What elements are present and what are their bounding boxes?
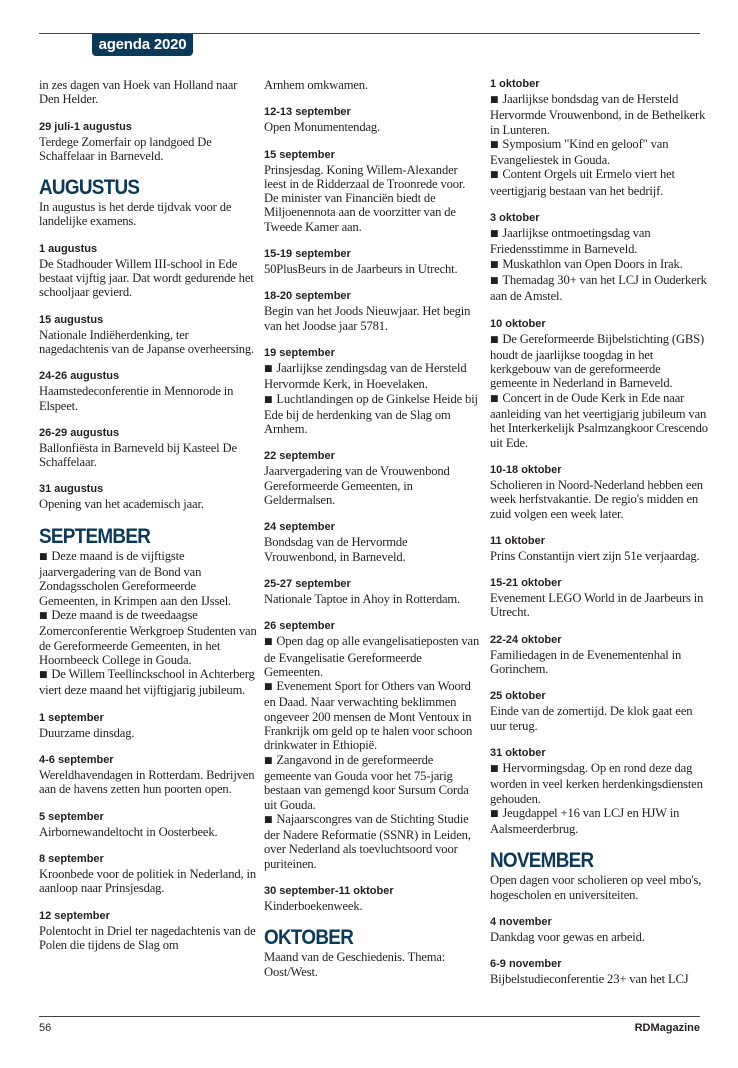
entry-text: Jeugdappel +16 van LCJ en HJW in Aalsmeerderbrug.	[490, 805, 680, 837]
entry-paragraph	[490, 226, 708, 257]
entry-date: 10-18 oktober	[490, 463, 562, 476]
square-bullet-icon: ■	[490, 763, 499, 774]
entry-date: 25 oktober	[490, 690, 546, 703]
square-bullet-icon: ■	[490, 275, 499, 286]
entry-paragraph	[490, 873, 708, 902]
agenda-entry	[264, 78, 482, 92]
entry-paragraph	[264, 262, 482, 276]
entry-date: 22-24 oktober	[490, 633, 562, 646]
agenda-entry	[264, 950, 482, 979]
agenda-entry	[490, 577, 708, 620]
square-bullet-icon: ■	[490, 170, 499, 181]
entry-text: De Willem Teellinckschool in Achterberg viert deze maand het vijftigjarig jubileum.	[39, 667, 255, 698]
entry-paragraph	[39, 441, 257, 470]
agenda-entry	[39, 811, 257, 839]
entry-paragraph	[39, 924, 257, 953]
entry-text: Polentocht in Driel ter nagedachtenis van de Polen die tijdens de Slag om	[39, 923, 256, 952]
agenda-entry	[264, 450, 482, 507]
entry-text: Symposium "Kind en geloof" van Evangeliestek in Gouda.	[490, 136, 669, 168]
entry-paragraph	[39, 549, 257, 608]
square-bullet-icon: ■	[39, 670, 48, 681]
entry-text: De Stadhouder Willem III-school in Ede bestaat vijftig jaar. Dat wordt gedurende het schooljaar gevierd.	[39, 256, 254, 300]
square-bullet-icon: ■	[490, 808, 499, 819]
column-2	[264, 78, 482, 993]
agenda-entry	[490, 916, 708, 944]
entry-date: 12 september	[39, 909, 110, 922]
entry-date: 31 oktober	[490, 746, 546, 759]
entry-text: Hervormingsdag. Op en rond deze dag worden in veel kerken herdenkingsdiensten gehouden.	[490, 760, 703, 806]
agenda-entry	[39, 483, 257, 511]
entry-text: Airbornewandeltocht in Oosterbeek.	[39, 824, 218, 839]
agenda-entry	[264, 347, 482, 436]
entry-paragraph	[39, 497, 257, 511]
square-bullet-icon: ■	[264, 363, 273, 374]
square-bullet-icon: ■	[39, 610, 48, 621]
entry-paragraph	[264, 304, 482, 333]
entry-date: 12-13 september	[264, 106, 351, 119]
entry-date: 15 september	[264, 148, 335, 161]
entry-paragraph	[490, 137, 708, 168]
agenda-entry	[39, 200, 257, 229]
entry-paragraph	[490, 806, 708, 837]
entry-paragraph	[39, 768, 257, 797]
entry-date: 3 oktober	[490, 212, 540, 225]
agenda-entry	[490, 634, 708, 677]
entry-paragraph	[490, 92, 708, 137]
agenda-entry	[264, 578, 482, 606]
agenda-entry	[39, 370, 257, 413]
agenda-entry	[490, 212, 708, 303]
entry-paragraph	[490, 972, 708, 986]
page-number: 56	[39, 1022, 52, 1034]
entry-paragraph	[490, 332, 708, 391]
entry-date: 1 oktober	[490, 78, 540, 90]
agenda-entry	[39, 910, 257, 953]
entry-date: 1 augustus	[39, 242, 98, 255]
agenda-entry	[39, 712, 257, 740]
agenda-entry	[39, 121, 257, 164]
entry-paragraph	[490, 704, 708, 733]
entry-text: Themadag 30+ van het LCJ in Ouderkerk aan de Amstel.	[490, 272, 707, 304]
entry-text: 50PlusBeurs in de Jaarbeurs in Utrecht.	[264, 262, 458, 277]
entry-date: 15-19 september	[264, 248, 351, 261]
entry-text: Zangavond in de gereformeerde gemeente van Gouda voor het 75-jarig bestaan van gemengd koor Sursum Corda uit Gouda.	[264, 752, 469, 812]
entry-text: Jaarlijkse ontmoetingsdag van Friedensstimme in Barneveld.	[490, 226, 651, 257]
square-bullet-icon: ■	[490, 259, 499, 270]
column-3	[490, 78, 708, 1001]
agenda-entry	[490, 78, 708, 198]
entry-paragraph	[39, 726, 257, 740]
entry-paragraph	[39, 78, 257, 107]
entry-paragraph	[490, 930, 708, 944]
agenda-entry	[39, 549, 257, 698]
entry-date: 15-21 oktober	[490, 577, 562, 590]
column-1	[39, 78, 257, 966]
agenda-entry	[490, 318, 708, 450]
entry-text: Kroonbede voor de politiek in Nederland, in aanloop naar Prinsjesdag.	[39, 866, 257, 896]
entry-text: Prins Constantijn viert zijn 51e verjaardag.	[490, 548, 700, 563]
entry-date: 8 september	[39, 852, 104, 865]
entry-text: Ballonfiësta in Barneveld bij Kasteel De Schaffelaar.	[39, 440, 237, 470]
entry-date: 26 september	[264, 620, 335, 633]
entry-paragraph	[490, 591, 708, 620]
entry-date: 18-20 september	[264, 290, 351, 303]
entry-text: Arnhem omkwamen.	[264, 78, 368, 92]
entry-date: 24-26 augustus	[39, 370, 120, 383]
entry-text: Opening van het academisch jaar.	[39, 497, 204, 512]
agenda-entry	[264, 290, 482, 333]
agenda-entry	[264, 248, 482, 276]
entry-date: 6-9 november	[490, 958, 562, 971]
agenda-entry	[39, 754, 257, 797]
entry-text: Begin van het Joods Nieuwjaar. Het begin van het Joodse jaar 5781.	[264, 304, 471, 333]
square-bullet-icon: ■	[490, 393, 499, 404]
agenda-entry	[490, 690, 708, 733]
entry-text: Wereldhavendagen in Rotterdam. Bedrijven aan de havens zetten hun poorten open.	[39, 768, 255, 797]
agenda-entry	[490, 464, 708, 521]
entry-text: Prinsjesdag. Koning Willem-Alexander leest in de Ridderzaal de Troonrede voor. De minister van Financiën biedt de Miljoenennota aan de voorzitter van de Tweede Kamer aan.	[264, 162, 466, 234]
entry-paragraph	[264, 753, 482, 812]
entry-date: 19 september	[264, 346, 335, 359]
entry-paragraph	[490, 648, 708, 677]
entry-text: Najaarscongres van de Stichting Studie der Nadere Reformatie (SSNR) in Leiden, over Nederland als toevluchtsoord voor puriteinen.	[264, 811, 471, 871]
square-bullet-icon: ■	[490, 139, 499, 150]
entry-paragraph	[39, 867, 257, 896]
agenda-entry	[39, 853, 257, 896]
entry-text: Content Orgels uit Ermelo viert het veertigjarig bestaan van het bedrijf.	[490, 167, 675, 198]
entry-date: 30 september-11 oktober	[264, 884, 394, 897]
entry-date: 26-29 augustus	[39, 426, 120, 439]
entry-date: 24 september	[264, 521, 335, 534]
agenda-entry	[264, 149, 482, 234]
entry-date: 29 juli-1 augustus	[39, 120, 132, 133]
entry-paragraph	[264, 634, 482, 679]
square-bullet-icon: ■	[264, 637, 273, 648]
square-bullet-icon: ■	[264, 755, 273, 766]
entry-paragraph	[264, 899, 482, 913]
entry-paragraph	[264, 535, 482, 564]
agenda-entry	[39, 78, 257, 107]
entry-date: 1 september	[39, 711, 104, 724]
agenda-entry	[490, 535, 708, 563]
entry-text: Jaarlijkse zendingsdag van de Hersteld Hervormde Kerk, in Hoevelaken.	[264, 360, 467, 392]
entry-paragraph	[39, 384, 257, 413]
entry-paragraph	[490, 257, 708, 273]
entry-date: 22 september	[264, 450, 335, 463]
entry-text: In augustus is het derde tijdvak voor de landelijke examens.	[39, 200, 232, 229]
magazine-brand: RDMagazine	[634, 1022, 700, 1034]
entry-text: Dankdag voor gewas en arbeid.	[490, 929, 645, 944]
square-bullet-icon: ■	[264, 682, 273, 693]
entry-text: Deze maand is de vijftigste jaarvergadering van de Bond van Zondagsscholen Gereformeerde Gemeenten, in Krimpen aan den IJssel.	[39, 548, 232, 608]
entry-date: 4 november	[490, 915, 552, 928]
entry-date: 25-27 september	[264, 577, 351, 590]
entry-paragraph	[490, 391, 708, 450]
entry-paragraph	[490, 273, 708, 304]
entry-text: Maand van de Geschiedenis. Thema: Oost/West.	[264, 950, 446, 979]
entry-paragraph	[264, 679, 482, 752]
agenda-entry	[39, 243, 257, 300]
agenda-entry	[490, 958, 708, 986]
agenda-entry	[39, 427, 257, 470]
entry-date: 11 oktober	[490, 534, 546, 547]
month-heading: NOVEMBER	[490, 849, 594, 873]
entry-text: Nationale Indiëherdenking, ter nagedachtenis van de Japanse overheersing.	[39, 327, 255, 356]
entry-paragraph	[39, 135, 257, 164]
entry-paragraph	[490, 761, 708, 806]
agenda-entry	[264, 521, 482, 564]
entry-text: Scholieren in Noord-Nederland hebben een week herfstvakantie. De regio's midden en zuid volgen een week later.	[490, 477, 703, 521]
agenda-entry	[490, 873, 708, 902]
entry-text: Open dagen voor scholieren op veel mbo's, hogescholen en universiteiten.	[490, 873, 702, 902]
entry-text: Jaarvergadering van de Vrouwenbond Gereformeerde Gemeenten, in Geldermalsen.	[264, 464, 450, 508]
month-heading: AUGUSTUS	[39, 176, 140, 200]
entry-text: De Gereformeerde Bijbelstichting (GBS) houdt de jaarlijkse toogdag in het kerkgebouw van de gereformeerde gemeente in Nederland in Barneveld.	[490, 331, 705, 391]
agenda-entry	[264, 620, 482, 871]
square-bullet-icon: ■	[39, 551, 48, 562]
agenda-entry	[39, 314, 257, 357]
entry-paragraph	[264, 592, 482, 606]
entry-paragraph	[490, 478, 708, 521]
entry-text: Haamstedeconferentie in Mennorode in Elspeet.	[39, 384, 234, 413]
square-bullet-icon: ■	[264, 814, 273, 825]
footer-rule	[39, 1016, 700, 1017]
month-heading: OKTOBER	[264, 926, 354, 950]
entry-paragraph	[39, 257, 257, 300]
entry-date: 15 augustus	[39, 313, 104, 326]
entry-text: Evenement LEGO World in de Jaarbeurs in Utrecht.	[490, 591, 704, 620]
entry-paragraph	[264, 812, 482, 871]
entry-text: Open Monumentendag.	[264, 120, 381, 135]
entry-text: Terdege Zomerfair op landgoed De Schaffelaar in Barneveld.	[39, 134, 212, 163]
entry-text: Concert in de Oude Kerk in Ede naar aanleiding van het veertigjarig jubileum van het Interkerkelijk Psalmzangkoor Crescendo uit Ede.	[490, 390, 708, 450]
entry-text: in zes dagen van Hoek van Holland naar Den Helder.	[39, 78, 238, 107]
entry-text: Luchtlandingen op de Ginkelse Heide bij Ede bij de herdenking van de Slag om Arnhem.	[264, 391, 478, 437]
entry-date: 10 oktober	[490, 317, 546, 330]
entry-text: Evenement Sport for Others van Woord en Daad. Naar verwachting beklimmen ongeveer 200 mensen de Mont Ventoux in Frankrijk om geld op te halen voor schoon drinkwater in Ethiopië.	[264, 679, 473, 753]
agenda-entry	[264, 106, 482, 134]
entry-paragraph	[39, 667, 257, 698]
entry-paragraph	[490, 167, 708, 198]
agenda-entry	[490, 747, 708, 836]
entry-text: Nationale Taptoe in Ahoy in Rotterdam.	[264, 591, 461, 606]
square-bullet-icon: ■	[490, 334, 499, 345]
entry-paragraph	[264, 464, 482, 507]
entry-paragraph	[39, 328, 257, 357]
entry-paragraph	[39, 608, 257, 667]
entry-text: Bondsdag van de Hervormde Vrouwenbond, in Barneveld.	[264, 535, 408, 564]
entry-text: Einde van de zomertijd. De klok gaat een uur terug.	[490, 704, 693, 733]
entry-text: Bijbelstudieconferentie 23+ van het LCJ	[490, 972, 689, 987]
entry-paragraph	[264, 120, 482, 134]
entry-paragraph	[264, 361, 482, 392]
square-bullet-icon: ■	[490, 229, 499, 240]
section-badge: agenda 2020	[92, 34, 193, 56]
entry-text: Open dag op alle evangelisatieposten van de Evangelisatie Gereformeerde Gemeenten.	[264, 634, 480, 679]
agenda-entry	[264, 885, 482, 913]
entry-text: Familiedagen in de Evenementenhal in Gorinchem.	[490, 647, 682, 677]
entry-text: Kinderboekenweek.	[264, 898, 363, 913]
entry-text: Duurzame dinsdag.	[39, 725, 135, 740]
month-heading: SEPTEMBER	[39, 524, 151, 548]
square-bullet-icon: ■	[264, 394, 273, 405]
entry-paragraph	[39, 200, 257, 229]
entry-paragraph	[264, 78, 482, 92]
entry-text: Deze maand is de tweedaagse Zomerconferentie Werkgroep Studenten van de Gereformeerde Gemeenten, in het Hoornbeeck College in Gouda.	[39, 607, 257, 667]
entry-text: Jaarlijkse bondsdag van de Hersteld Hervormde Vrouwenbond, in de Bethelkerk in Lunteren.	[490, 92, 706, 137]
entry-date: 31 augustus	[39, 483, 104, 496]
square-bullet-icon: ■	[490, 95, 499, 105]
entry-paragraph	[39, 825, 257, 839]
entry-paragraph	[490, 549, 708, 563]
entry-date: 5 september	[39, 810, 104, 823]
entry-date: 4-6 september	[39, 754, 114, 767]
entry-text: Muskathlon van Open Doors in Irak.	[502, 256, 683, 271]
entry-paragraph	[264, 392, 482, 437]
entry-paragraph	[264, 163, 482, 234]
entry-paragraph	[264, 950, 482, 979]
